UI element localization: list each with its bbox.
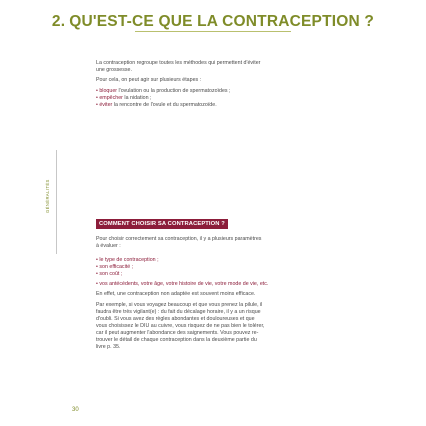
bullet-icon: •	[96, 263, 98, 270]
side-tab-label: GÉNÉRALITÉS	[45, 179, 50, 213]
bullet-icon: •	[96, 87, 98, 94]
list-item: • empêcher la nidation ;	[96, 94, 152, 101]
list-item: • le type de contraception ;	[96, 256, 159, 263]
example-line: d'oubli. Si vous avez des règles abondantes et douloureuses et que	[96, 315, 255, 322]
bullet-icon: •	[96, 256, 98, 263]
example-line: trouver le détail de chaque contraception dans la deuxième partie du	[96, 337, 257, 344]
example-line: vous choisissez le DIU au cuivre, vous risquez de ne pas bien le tolérer,	[96, 322, 265, 329]
list-item: • éviter la rencontre de l'ovule et du spermatozoïde.	[96, 101, 217, 108]
list-item: • vos antécédents, votre âge, votre histoire de vie, votre mode de vie, etc.	[96, 281, 269, 288]
intro-line-1: La contraception regroupe toutes les méthodes qui permettent d'éviter	[96, 60, 261, 66]
intro-paragraph	[96, 60, 348, 74]
section-line-1: Pour choisir correctement sa contraception, il y a plusieurs paramètres	[96, 236, 262, 242]
section-block	[96, 236, 348, 354]
title-number: 2.	[51, 13, 66, 30]
example-line: faudra être très vigilant(e) : du fait du décalage horaire, il y a un risque	[96, 308, 261, 315]
side-tab	[36, 165, 50, 213]
bullet-icon: •	[96, 94, 98, 101]
steps-intro: Pour cela, on peut agir sur plusieurs étapes :	[96, 77, 202, 84]
bullet-icon: •	[96, 270, 98, 277]
title-text: QU'EST-CE QUE LA CONTRACEPTION ?	[69, 13, 375, 30]
page-number: 30	[72, 407, 79, 413]
title-underline	[135, 31, 291, 32]
side-divider	[56, 150, 57, 254]
section-paragraph	[96, 236, 348, 250]
section-line-2: à évaluer :	[96, 243, 121, 250]
page-title	[0, 13, 426, 31]
intro-line-2: une grossesse.	[96, 67, 132, 74]
list-item: • son efficacité ;	[96, 263, 134, 270]
section-header: COMMENT CHOISIR SA CONTRACEPTION ?	[96, 219, 228, 229]
example-line: livre p. 35.	[96, 344, 121, 351]
bullet-icon: •	[96, 101, 98, 108]
section-paragraph-3	[96, 302, 348, 352]
list-item: • bloquer l'ovulation ou la production de spermatozoïdes ;	[96, 87, 231, 94]
example-line: car il peut augmenter l'abondance des saignements. Vous pouvez re-	[96, 329, 259, 336]
example-line: Par exemple, si vous voyagez beaucoup et que vous prenez la pilule, il	[96, 301, 263, 308]
bullet-icon: •	[96, 281, 98, 288]
section-paragraph-2: En effet, une contraception non adaptée est souvent moins efficace.	[96, 291, 256, 298]
list-item: • son coût ;	[96, 270, 123, 277]
intro-block	[96, 60, 348, 109]
